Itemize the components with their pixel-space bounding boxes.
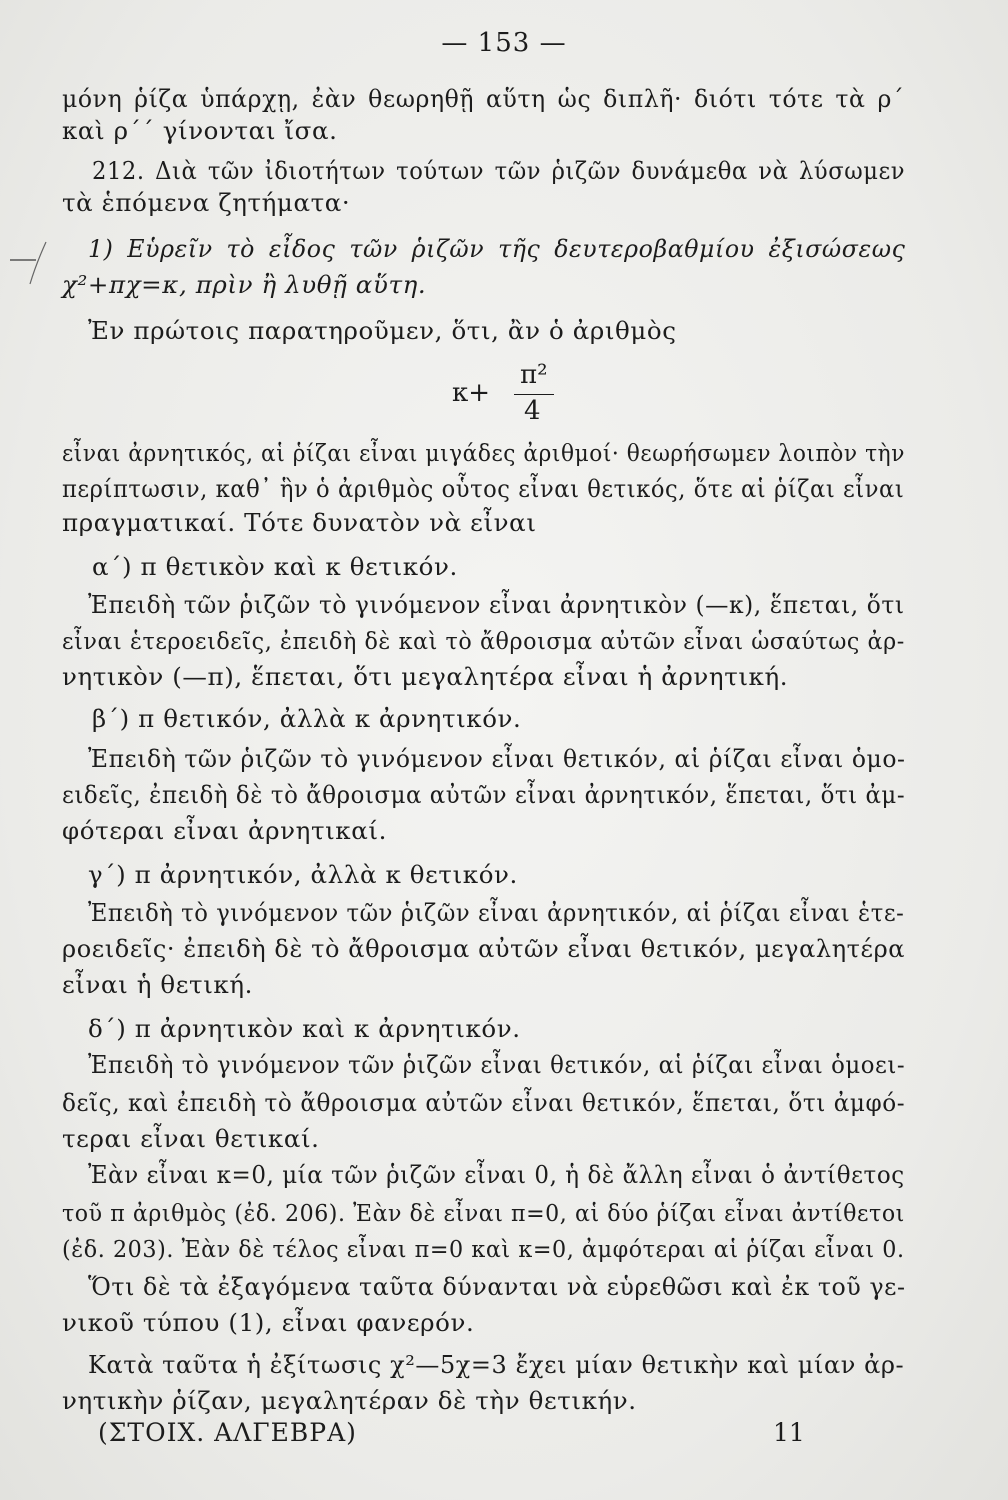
text-line-16: Ἐπειδὴ τῶν ῥιζῶν τὸ γινόμενον εἶναι θετικόν, αἱ ῥίζαι εἶναι ὁμο- bbox=[88, 744, 906, 773]
text-line-31: νικοῦ τύπου (1), εἶναι φανερόν. bbox=[62, 1308, 475, 1337]
text-line-6: χ²+πχ=κ, πρὶν ἢ λυθῇ αὕτη. bbox=[62, 270, 427, 299]
text-line-13: εἶναι ἑτεροειδεῖς, ἐπειδὴ δὲ καὶ τὸ ἄθροισμα αὐτῶν εἶναι ὡσαύτως ἀρ- bbox=[62, 627, 905, 655]
fraction-expression bbox=[452, 360, 572, 430]
text-line-24: Ἐπειδὴ τὸ γινόμενον τῶν ῥιζῶν εἶναι θετικόν, αἱ ῥίζαι εἶναι ὁμοει- bbox=[88, 1050, 906, 1079]
text-line-30: Ὅτι δὲ τὰ ἐξαγόμενα ταῦτα δύνανται νὰ εὑρεθῶσι καὶ ἐκ τοῦ γε- bbox=[88, 1272, 906, 1301]
text-line-2: καὶ ρ΄΄ γίνονται ἴσα. bbox=[62, 116, 338, 145]
text-line-12: Ἐπειδὴ τῶν ῥιζῶν τὸ γινόμενον εἶναι ἀρνητικὸν (—κ), ἕπεται, ὅτι bbox=[88, 590, 905, 619]
text-line-22: εἶναι ἡ θετική. bbox=[62, 970, 253, 999]
text-line-5: 1) Εὑρεῖν τὸ εἶδος τῶν ῥιζῶν τῆς δευτεροβαθμίου ἐξισώσεως bbox=[88, 234, 906, 263]
line-1-text: μόνη ῥίζα ὑπάρχῃ, ἐὰν θεωρηθῇ αὕτη ὡς διπλῆ· διότι τότε τὰ ρ΄ bbox=[62, 84, 905, 113]
footer-book-title: (ΣΤΟΙΧ. ΑΛΓΕΒΡΑ) bbox=[98, 1418, 357, 1447]
text-line-27: Ἐὰν εἶναι κ=0, μία τῶν ῥιζῶν εἶναι 0, ἡ δὲ ἄλλη εἶναι ὁ ἀντίθετος bbox=[88, 1160, 905, 1189]
fraction-numerator: π² bbox=[520, 360, 548, 390]
text-line-17: ειδεῖς, ἐπειδὴ δὲ τὸ ἄθροισμα αὐτῶν εἶναι ἀρνητικόν, ἕπεται, ὅτι ἀμ- bbox=[62, 780, 906, 809]
page-number: — 153 — bbox=[441, 28, 567, 58]
text-line-33: νητικὴν ῥίζαν, μεγαλητέραν δὲ τὴν θετικήν. bbox=[62, 1386, 637, 1415]
text-line-7: Ἐν πρώτοις παρατηροῦμεν, ὅτι, ἂν ὁ ἀριθμὸς bbox=[88, 316, 677, 345]
text-line-28: τοῦ π ἀριθμὸς (ἐδ. 206). Ἐὰν δὲ εἶναι π=0, αἱ δύο ῥίζαι εἶναι ἀντίθετοι bbox=[62, 1199, 905, 1227]
text-line-20: Ἐπειδὴ τὸ γινόμενον τῶν ῥιζῶν εἶναι ἀρνητικόν, αἱ ῥίζαι εἶναι ἑτε- bbox=[88, 898, 905, 927]
text-line-10: πραγματικαί. Τότε δυνατὸν νὰ εἶναι bbox=[62, 508, 537, 537]
text-line-8: εἶναι ἀρνητικός, αἱ ῥίζαι εἶναι μιγάδες ἀριθμοί· θεωρήσωμεν λοιπὸν τὴν bbox=[62, 439, 905, 467]
pencil-margin-mark bbox=[6, 238, 54, 286]
text-line-18: φότεραι εἶναι ἀρνητικαί. bbox=[62, 816, 387, 845]
text-line-32: Κατὰ ταῦτα ἡ ἐξίτωσις χ²—5χ=3 ἔχει μίαν θετικὴν καὶ μίαν ἀρ- bbox=[88, 1350, 905, 1379]
text-line-14: νητικὸν (—π), ἕπεται, ὅτι μεγαλητέρα εἶναι ἡ ἀρνητική. bbox=[62, 662, 789, 691]
text-line-29: (ἐδ. 203). Ἐὰν δὲ τέλος εἶναι π=0 καὶ κ=0, ἀμφότεραι αἱ ῥίζαι εἶναι 0. bbox=[62, 1235, 905, 1263]
footer-signature-number: 11 bbox=[773, 1418, 805, 1447]
text-line-3: 212. Διὰ τῶν ἰδιοτήτων τούτων τῶν ῥιζῶν δυνάμεθα νὰ λύσωμεν bbox=[92, 156, 906, 185]
fraction-denominator: 4 bbox=[524, 396, 541, 426]
text-line-19: γ΄) π ἀρνητικόν, ἀλλὰ κ θετικόν. bbox=[88, 860, 518, 889]
text-line-9: περίπτωσιν, καθ᾽ ἣν ὁ ἀριθμὸς οὗτος εἶναι θετικός, ὅτε αἱ ῥίζαι εἶναι bbox=[62, 474, 905, 503]
text-line-1 bbox=[62, 84, 904, 114]
text-line-26: τεραι εἶναι θετικαί. bbox=[62, 1124, 320, 1153]
text-line-25: δεῖς, καὶ ἐπειδὴ τὸ ἄθροισμα αὐτῶν εἶναι θετικόν, ἕπεται, ὅτι ἀμφό- bbox=[62, 1088, 906, 1117]
text-line-21: ροειδεῖς· ἐπειδὴ δὲ τὸ ἄθροισμα αὐτῶν εἶναι θετικόν, μεγαλητέρα bbox=[62, 934, 906, 963]
text-line-11: α΄) π θετικὸν καὶ κ θετικόν. bbox=[92, 552, 458, 581]
text-line-4: τὰ ἑπόμενα ζητήματα· bbox=[62, 188, 351, 217]
fraction-prefix: κ+ bbox=[452, 378, 491, 408]
fraction-bar bbox=[514, 394, 554, 395]
text-line-23: δ΄) π ἀρνητικὸν καὶ κ ἀρνητικόν. bbox=[88, 1014, 521, 1043]
text-line-15: β΄) π θετικόν, ἀλλὰ κ ἀρνητικόν. bbox=[92, 704, 522, 733]
